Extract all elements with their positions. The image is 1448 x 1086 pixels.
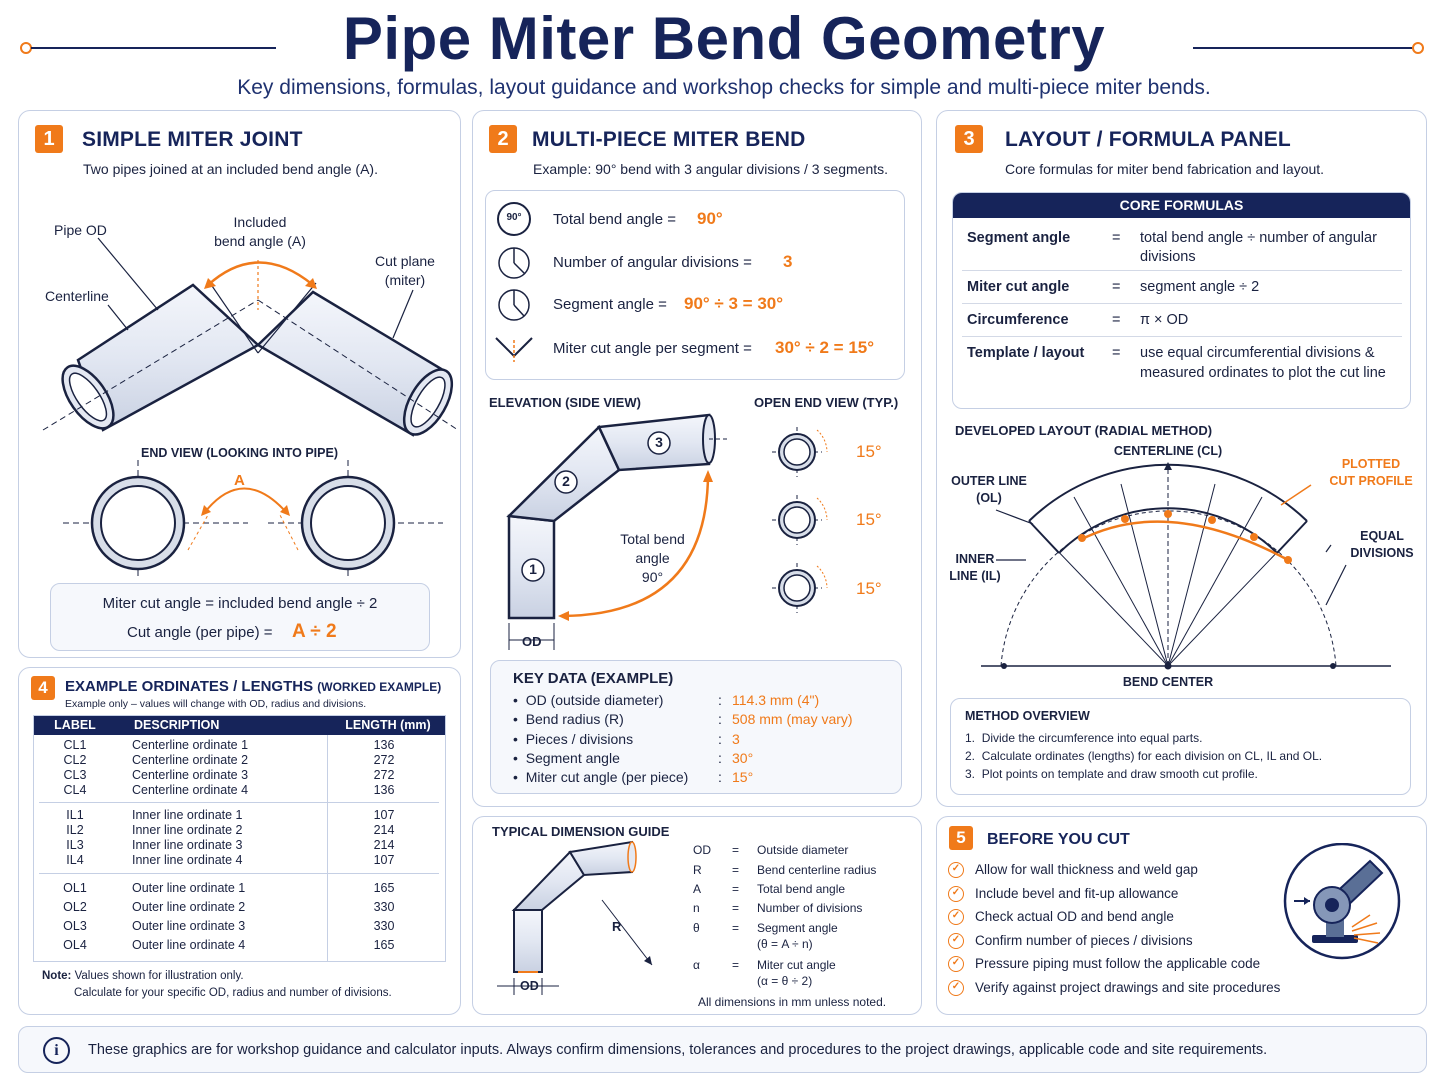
- table-cell-label: IL4: [66, 853, 84, 867]
- formula-key: Template / layout: [967, 345, 1085, 361]
- checklist-item: Allow for wall thickness and weld gap: [975, 862, 1198, 877]
- table-note: Calculate for your specific OD, radius and number of divisions.: [74, 987, 392, 999]
- dimension-eq: =: [732, 921, 740, 935]
- dimension-symbol: α: [693, 958, 700, 972]
- dimension-definition: Miter cut angle: [757, 958, 836, 972]
- key-data-label: • Bend radius (R): [513, 711, 624, 728]
- table-cell-description: Outer line ordinate 3: [132, 919, 246, 933]
- key-data-sep: :: [718, 711, 722, 728]
- check-icon: ✓: [948, 956, 964, 972]
- key-data-value: 3: [732, 730, 740, 747]
- checklist-item: Include bevel and fit-up allowance: [975, 885, 1179, 901]
- table-cell-description: Outer line ordinate 1: [132, 881, 246, 895]
- od-label: OD: [522, 634, 542, 649]
- summary-row-value: 90°: [697, 209, 723, 228]
- dimension-symbol: n: [693, 901, 700, 915]
- key-data-label: • Segment angle: [513, 749, 620, 766]
- checklist-item: Verify against project drawings and site procedures: [975, 979, 1281, 995]
- formula-eq: =: [1112, 345, 1121, 361]
- ordinates-table: [33, 715, 446, 962]
- table-cell-label: OL3: [63, 919, 87, 933]
- dimension-formula: (α = θ ÷ 2): [757, 974, 813, 988]
- dimension-definition: Total bend angle: [757, 882, 846, 896]
- miter-angle-label: 15°: [856, 579, 882, 598]
- panel-title: SIMPLE MITER JOINT: [82, 128, 303, 151]
- open-end-circle: [772, 427, 827, 477]
- panel-title: MULTI-PIECE MITER BEND: [532, 128, 806, 151]
- open-end-circle: [772, 563, 827, 613]
- formula-key: Miter cut angle: [967, 279, 1070, 295]
- table-cell-label: CL2: [63, 753, 87, 767]
- page-subtitle: Key dimensions, formulas, layout guidance and workshop checks for simple and multi-piece miter bends.: [237, 76, 1211, 99]
- key-data-label: • Miter cut angle (per piece): [513, 769, 689, 786]
- key-data-value: 30°: [732, 749, 754, 766]
- dimension-eq: =: [732, 863, 740, 877]
- divider: [327, 735, 328, 962]
- checklist-item: Pressure piping must follow the applicable code: [975, 956, 1261, 971]
- outer-line-label: OUTER LINE (OL): [951, 474, 1027, 505]
- formula-value: segment angle ÷ 2: [1140, 279, 1260, 295]
- miter-angle-label: 15°: [856, 442, 882, 461]
- total-bend-label: angle: [635, 550, 670, 566]
- centerline-label: CENTERLINE (CL): [1113, 444, 1223, 458]
- summary-row-value: 90° ÷ 3 = 30°: [684, 294, 784, 313]
- angle-a-label: A: [234, 472, 245, 489]
- segment-3-label: 3: [655, 434, 663, 450]
- inner-line-label: INNER LINE (IL): [949, 552, 1001, 583]
- panel-number: 2: [489, 125, 517, 153]
- table-cell-label: IL1: [66, 808, 84, 822]
- panel-number: 1: [35, 125, 63, 153]
- info-icon: i: [43, 1037, 70, 1064]
- table-cell-description: Outer line ordinate 2: [132, 900, 246, 914]
- formula-eq: =: [1112, 230, 1121, 246]
- table-header: LABEL DESCRIPTION LENGTH (mm): [34, 716, 445, 735]
- divider: [962, 303, 1402, 304]
- check-icon: ✓: [948, 980, 964, 996]
- open-end-label: OPEN END VIEW (TYP.): [754, 395, 899, 410]
- od-label: OD: [520, 979, 539, 993]
- bend-center-label: BEND CENTER: [1122, 675, 1214, 689]
- summary-row-label: Miter cut angle per segment =: [553, 340, 752, 357]
- summary-row-label: Total bend angle =: [553, 211, 677, 228]
- dimension-symbol: θ: [693, 921, 700, 935]
- icon-90-label: 90°: [506, 212, 522, 223]
- included-label: Included: [233, 214, 287, 230]
- end-view-label: END VIEW (LOOKING INTO PIPE): [140, 446, 338, 460]
- elevation-label: ELEVATION (SIDE VIEW): [489, 395, 641, 410]
- table-cell-description: Inner line ordinate 2: [132, 823, 243, 837]
- key-data-label: • Pieces / divisions: [513, 730, 634, 747]
- table-cell-label: IL3: [66, 838, 84, 852]
- dimension-definition: Segment angle: [757, 921, 838, 935]
- formula-value: use equal circumferential divisions & measured ordinates to plot the cut line: [1140, 345, 1386, 381]
- plotted-profile-label: PLOTTED CUT PROFILE: [1329, 457, 1413, 488]
- dimension-definition: Bend centerline radius: [757, 863, 877, 877]
- summary-row-value: 3: [783, 252, 793, 271]
- formula-eq: =: [1112, 312, 1121, 328]
- panel-title: TYPICAL DIMENSION GUIDE: [492, 824, 670, 839]
- table-cell-length: 136: [373, 783, 395, 797]
- dimension-footnote: All dimensions in mm unless noted.: [698, 995, 887, 1009]
- core-formulas-header: CORE FORMULAS: [953, 193, 1410, 218]
- divider: [962, 336, 1402, 337]
- panel-title: BEFORE YOU CUT: [987, 831, 1130, 848]
- table-cell-length: 136: [373, 738, 395, 752]
- dimension-eq: =: [732, 901, 740, 915]
- dimension-symbol: OD: [693, 843, 711, 857]
- key-data-sep: :: [718, 730, 722, 747]
- dimension-formula: (θ = A ÷ n): [757, 937, 813, 951]
- formula-value: total bend angle ÷ number of angular divisions: [1140, 230, 1377, 265]
- checklist-item: Confirm number of pieces / divisions: [975, 932, 1193, 948]
- formula-key: Segment angle: [967, 230, 1071, 246]
- dimension-eq: =: [732, 958, 740, 972]
- equal-divisions-label: EQUAL DIVISIONS: [1350, 529, 1414, 560]
- table-cell-length: 272: [373, 768, 395, 782]
- dimension-definition: Number of divisions: [757, 901, 863, 915]
- cut-angle-formula-value: A ÷ 2: [292, 621, 337, 642]
- formula-key: Circumference: [967, 312, 1069, 328]
- page-title: Pipe Miter Bend Geometry: [342, 5, 1106, 72]
- cut-angle-formula-label: Cut angle (per pipe) =: [127, 624, 273, 641]
- panel-number: 5: [949, 826, 973, 850]
- key-data-sep: :: [718, 692, 722, 708]
- panel-title: LAYOUT / FORMULA PANEL: [1005, 128, 1291, 151]
- table-cell-label: IL2: [66, 823, 84, 837]
- table-cell-description: Inner line ordinate 3: [132, 838, 243, 852]
- dimension-eq: =: [732, 882, 740, 896]
- method-step: 3. Plot points on template and draw smooth cut profile.: [965, 767, 1258, 781]
- divider: [962, 270, 1402, 271]
- method-step: 1. Divide the circumference into equal parts.: [965, 731, 1203, 745]
- panel-subtitle: Two pipes joined at an included bend angle (A).: [83, 161, 378, 177]
- table-cell-length: 165: [373, 881, 395, 895]
- table-cell-length: 214: [373, 823, 395, 837]
- table-cell-label: CL1: [63, 738, 87, 752]
- check-icon: ✓: [948, 886, 964, 902]
- divider: [39, 802, 439, 803]
- centerline-label: Centerline: [45, 288, 109, 304]
- method-step: 2. Calculate ordinates (lengths) for each division on CL, IL and OL.: [965, 749, 1323, 763]
- panel-title: EXAMPLE ORDINATES / LENGTHS (WORKED EXAMPLE): [65, 678, 442, 695]
- key-data-value: 15°: [732, 769, 754, 786]
- dimension-guide-diagram: [472, 840, 682, 1010]
- panel-number: 4: [31, 676, 55, 700]
- key-data-label: • OD (outside diameter): [513, 692, 664, 708]
- check-icon: ✓: [948, 933, 964, 949]
- pipe-od-label: Pipe OD: [54, 222, 107, 238]
- segment-1-label: 1: [529, 561, 537, 577]
- table-cell-length: 330: [373, 919, 395, 933]
- miter-label: (miter): [384, 272, 426, 288]
- formula-eq: =: [1112, 279, 1121, 295]
- table-cell-length: 107: [373, 853, 395, 867]
- table-cell-description: Centerline ordinate 1: [132, 738, 249, 752]
- table-cell-label: CL4: [63, 783, 87, 797]
- bend-angle-label: bend angle (A): [214, 233, 306, 249]
- dimension-definition: Outside diameter: [757, 843, 849, 857]
- total-bend-label: Total bend: [620, 531, 685, 547]
- summary-row-label: Segment angle =: [553, 296, 667, 313]
- table-cell-description: Centerline ordinate 4: [132, 783, 249, 797]
- formula-value: π × OD: [1140, 312, 1189, 328]
- segment-2-label: 2: [562, 473, 570, 489]
- table-cell-label: CL3: [63, 768, 87, 782]
- miter-angle-label: 15°: [856, 510, 882, 529]
- developed-layout-title: DEVELOPED LAYOUT (RADIAL METHOD): [955, 423, 1213, 438]
- check-icon: ✓: [948, 909, 964, 925]
- table-cell-label: OL4: [63, 938, 87, 952]
- footer-disclaimer: These graphics are for workshop guidance and calculator inputs. Always confirm dimensions, tolerances and procedures to the project drawings, applicable code and site requirements.: [88, 1042, 1268, 1058]
- table-cell-label: OL1: [63, 881, 87, 895]
- table-cell-description: Inner line ordinate 1: [132, 808, 243, 822]
- key-data-sep: :: [718, 749, 722, 766]
- table-cell-description: Inner line ordinate 4: [132, 853, 243, 867]
- key-data-value: 508 mm (may vary): [732, 711, 853, 728]
- open-end-circle: [772, 495, 827, 545]
- panel-subtitle: Core formulas for miter bend fabrication and layout.: [1005, 161, 1325, 177]
- radius-label: R: [612, 919, 622, 934]
- checklist-item: Check actual OD and bend angle: [975, 909, 1174, 924]
- table-cell-label: OL2: [63, 900, 87, 914]
- table-cell-description: Outer line ordinate 4: [132, 938, 246, 952]
- table-cell-length: 165: [373, 938, 395, 952]
- table-cell-length: 214: [373, 838, 395, 852]
- table-cell-length: 107: [373, 808, 395, 822]
- table-note: Note: Values shown for illustration only.: [42, 970, 244, 982]
- dimension-eq: =: [732, 843, 740, 857]
- key-data-value: 114.3 mm (4"): [732, 692, 820, 708]
- check-icon: ✓: [948, 862, 964, 878]
- table-cell-length: 330: [373, 900, 395, 914]
- grinder-icon: [1282, 843, 1412, 973]
- panel-number: 3: [955, 125, 983, 153]
- table-cell-description: Centerline ordinate 2: [132, 753, 249, 767]
- miter-cut-formula: Miter cut angle = included bend angle ÷ 2: [102, 595, 378, 612]
- method-title: METHOD OVERVIEW: [965, 709, 1090, 723]
- divider: [39, 873, 439, 874]
- table-cell-description: Centerline ordinate 3: [132, 768, 249, 782]
- panel-subtitle: Example only – values will change with OD, radius and divisions.: [65, 698, 367, 710]
- table-cell-length: 272: [373, 753, 395, 767]
- summary-row-label: Number of angular divisions =: [553, 254, 752, 271]
- key-data-title: KEY DATA (EXAMPLE): [513, 670, 674, 687]
- summary-row-value: 30° ÷ 2 = 15°: [775, 338, 875, 357]
- key-data-sep: :: [718, 769, 722, 786]
- dimension-symbol: R: [693, 863, 702, 877]
- panel-subtitle: Example: 90° bend with 3 angular divisions / 3 segments.: [533, 161, 889, 177]
- total-bend-label: 90°: [641, 569, 664, 585]
- dimension-symbol: A: [693, 882, 702, 896]
- cut-plane-label: Cut plane: [375, 253, 435, 269]
